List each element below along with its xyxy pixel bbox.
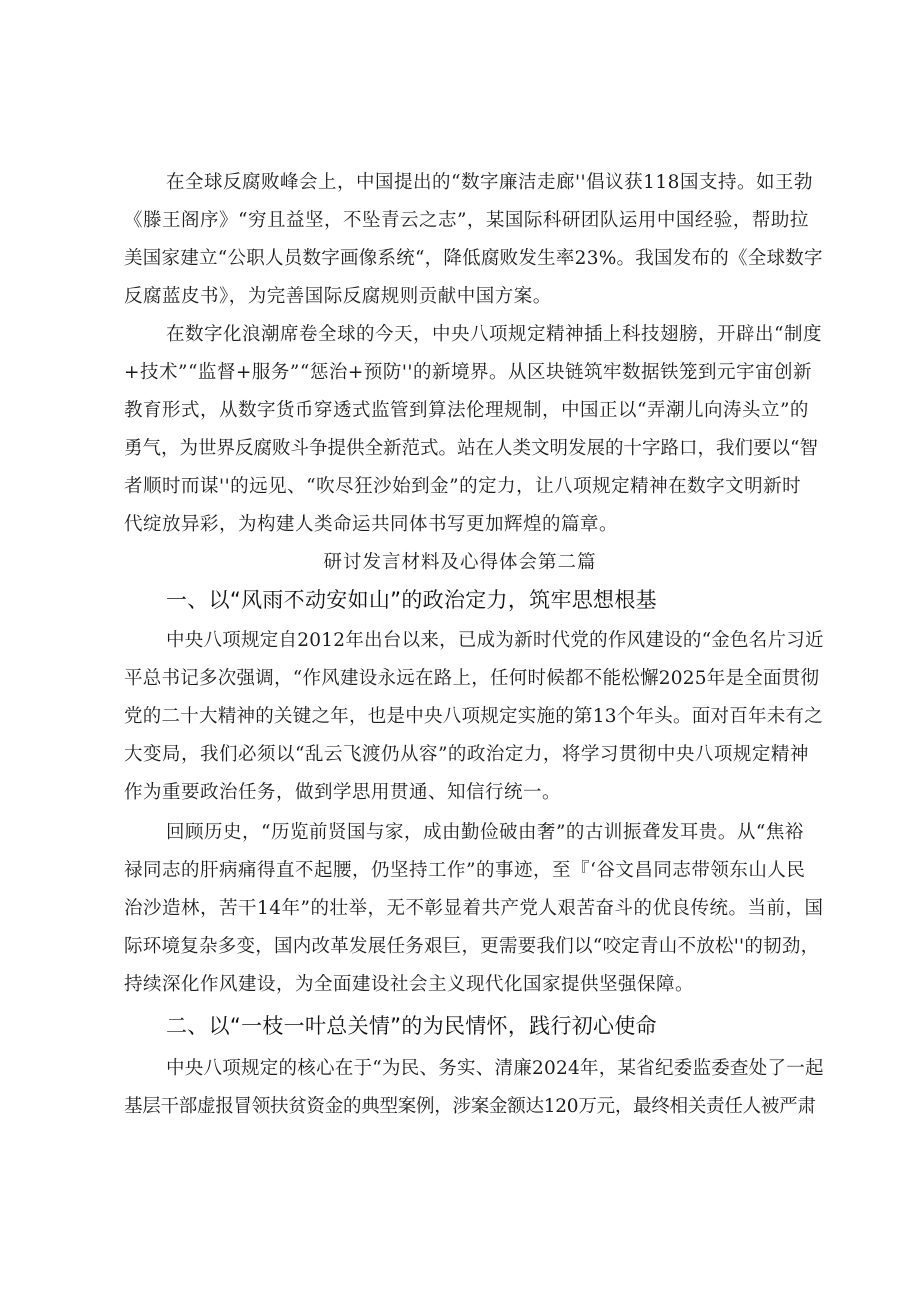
paragraph-2-line-3: 教育形式，从数字货币穿透式监管到算法伦理规制，中国正以“弄潮儿向涛头立”的 (124, 400, 809, 421)
paragraph-2-line-4: 勇气，为世界反腐败斗争提供全新范式。站在人类文明发展的十字路口，我们要以“智 (124, 438, 818, 459)
paragraph-2-line-6: 代绽放异彩，为构建人类命运共同体书写更加辉煌的篇章。 (124, 514, 619, 535)
section-1-para-a-line-3: 党的二十大精神的关键之年，也是中央八项规定实施的第13个年头。面对百年未有之 (124, 706, 824, 727)
section-1-para-b-line-1: 回顾历史，“历览前贤国与家，成由勤俭破由奢”的古训振聋发耳贵。从“焦裕 (166, 822, 804, 843)
paragraph-1-line-4: 反腐蓝皮书》，为完善国际反腐规则贡献中国方案。 (124, 286, 552, 307)
paragraph-1-line-3: 美国家建立“公职人员数字画像系统“，降低腐败发生率23%。我国发布的《全球数字 (124, 248, 823, 269)
paragraph-1-line-2: 《滕王阁序》“穷且益坚，不坠青云之志”，某国际科研团队运用中国经验，帮助拉 (124, 210, 809, 231)
section-2-para-a-line-2: 基层干部虚报冒领扶贫资金的典型案例，涉案金额达120万元，最终相关责任人被严肃 (124, 1096, 816, 1117)
paragraph-2-line-5: 者顺时而谋''的远见、“吹尽狂沙始到金”的定力，让八项规定精神在数字文明新时 (124, 476, 802, 497)
section-1-heading: 一、以“风雨不动安如山”的政治定力，筑牢思想根基 (166, 588, 657, 612)
section-1-para-a-line-5: 作为重要政治任务，做到学思用贯通、知信行统一。 (124, 782, 562, 803)
section-1-para-a-line-4: 大变局，我们必须以“乱云飞渡仍从容”的政治定力，将学习贯彻中央八项规定精神 (124, 744, 809, 765)
paragraph-1-line-1: 在全球反腐败峰会上，中国提出的“数字廉洁走廊''倡议获118国支持。如王勃 (166, 172, 813, 193)
article-title: 研讨发言材料及心得体会第二篇 (323, 552, 597, 573)
section-2-heading: 二、以“一枝一叶总关情”的为民情怀，践行初心使命 (166, 1014, 657, 1038)
section-1-para-a-line-1: 中央八项规定自2012年出台以来，已成为新时代党的作风建设的“金色名片习近 (166, 630, 824, 651)
section-1-para-b-line-5: 持续深化作风建设，为全面建设社会主义现代化国家提供坚强保障。 (124, 974, 695, 995)
section-1-para-a-line-2: 平总书记多次强调，“作风建设永远在路上，任何时候都不能松懈2025年是全面贯彻 (124, 668, 820, 689)
section-1-para-b-line-3: 治沙造林，苦干14年”的壮举，无不彰显着共产党人艰苦奋斗的优良传统。当前，国 (124, 898, 824, 919)
section-1-para-b-line-4: 际环境复杂多变，国内改革发展任务艰巨，更需要我们以“咬定青山不放松''的韧劲， (124, 936, 820, 957)
section-2-para-a-line-1: 中央八项规定的核心在于“为民、务实、清廉2024年，某省纪委监委查处了一起 (166, 1058, 824, 1079)
paragraph-2-line-1: 在数字化浪潮席卷全球的今天，中央八项规定精神插上科技翅膀，开辟出“制度 (166, 324, 822, 345)
paragraph-2-line-2: +技术”“监督+服务”“惩治+预防''的新境界。从区块链筑牢数据铁笼到元宇宙创新 (124, 362, 813, 383)
section-1-para-b-line-2: 禄同志的肝病痛得直不起腰，仍坚持工作”的事迹，至『‘谷文昌同志带领东山人民 (124, 860, 806, 881)
